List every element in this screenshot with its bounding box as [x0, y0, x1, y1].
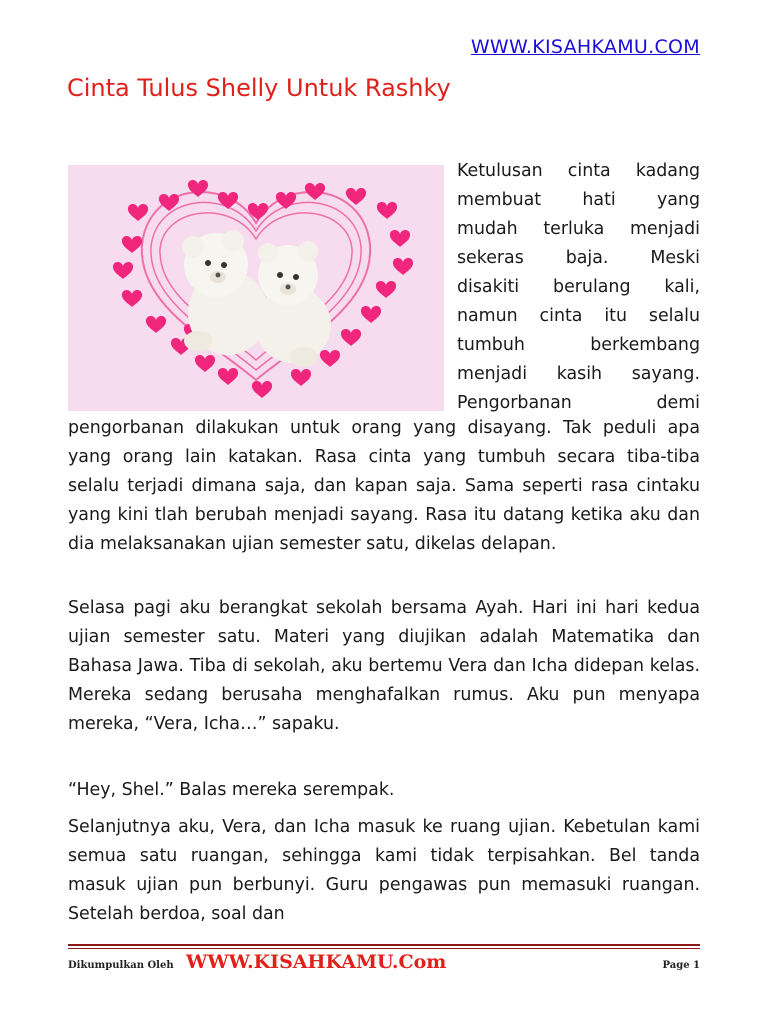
paragraph-2: Selasa pagi aku berangkat sekolah bersama Ayah. Hari ini hari kedua ujian semester satu. Materi yang diujikan adalah Matematika dan Bahasa Jawa. Tiba di sekolah, aku bertemu Vera dan Icha didepan kelas. Mereka sedang berusaha menghafalkan rumus. Aku pun menyapa mereka, “Vera, Icha…” sapaku. [68, 598, 700, 734]
text-line: Pengorbanan demi [457, 393, 700, 413]
text-line: Ketulusan cinta kadang [457, 161, 700, 181]
text-line: sekeras baja. Meski [457, 248, 700, 268]
paragraph-3: “Hey, Shel.” Balas mereka serempak. [68, 780, 395, 800]
text-line: namun cinta itu selalu [457, 306, 700, 326]
text-line: membuat hati yang [457, 190, 700, 210]
text-line: menjadi kasih sayang. [457, 364, 700, 384]
footer-collected-by: Dikumpulkan Oleh [68, 960, 174, 971]
page-number: Page 1 [662, 960, 700, 971]
paragraph-4: Selanjutnya aku, Vera, dan Icha masuk ke ruang ujian. Kebetulan kami semua satu ruangan, sehingga kami tidak terpisahkan. Bel tanda masuk ujian pun berbunyi. Guru pengawas pun memasuki ruangan. Setelah berdoa, soal dan [68, 817, 700, 924]
footer-divider [68, 944, 700, 946]
text-line: mudah terluka menjadi [457, 219, 700, 239]
paragraph-1: pengorbanan dilakukan untuk orang yang disayang. Tak peduli apa yang orang lain katakan. Rasa cinta yang tumbuh secara tiba-tiba selalu terjadi dimana saja, dan kapan saja. Sama seperti rasa cintaku yang kini tlah berubah menjadi sayang. Rasa itu datang ketika aku dan dia melaksanakan ujian semester satu, dikelas delapan. [68, 418, 700, 554]
story-title: Cinta Tulus Shelly Untuk Rashky [67, 74, 451, 102]
site-url-link[interactable]: WWW.KISAHKAMU.COM [470, 36, 700, 58]
footer-brand: WWW.KISAHKAMU.Com [186, 951, 447, 973]
illustration-svg [68, 165, 444, 411]
teddy-bears-heart-illustration [68, 165, 444, 411]
text-line: tumbuh berkembang [457, 335, 700, 355]
footer-divider [68, 948, 700, 949]
text-line: disakiti berulang kali, [457, 277, 700, 297]
intro-side-text [457, 157, 700, 418]
